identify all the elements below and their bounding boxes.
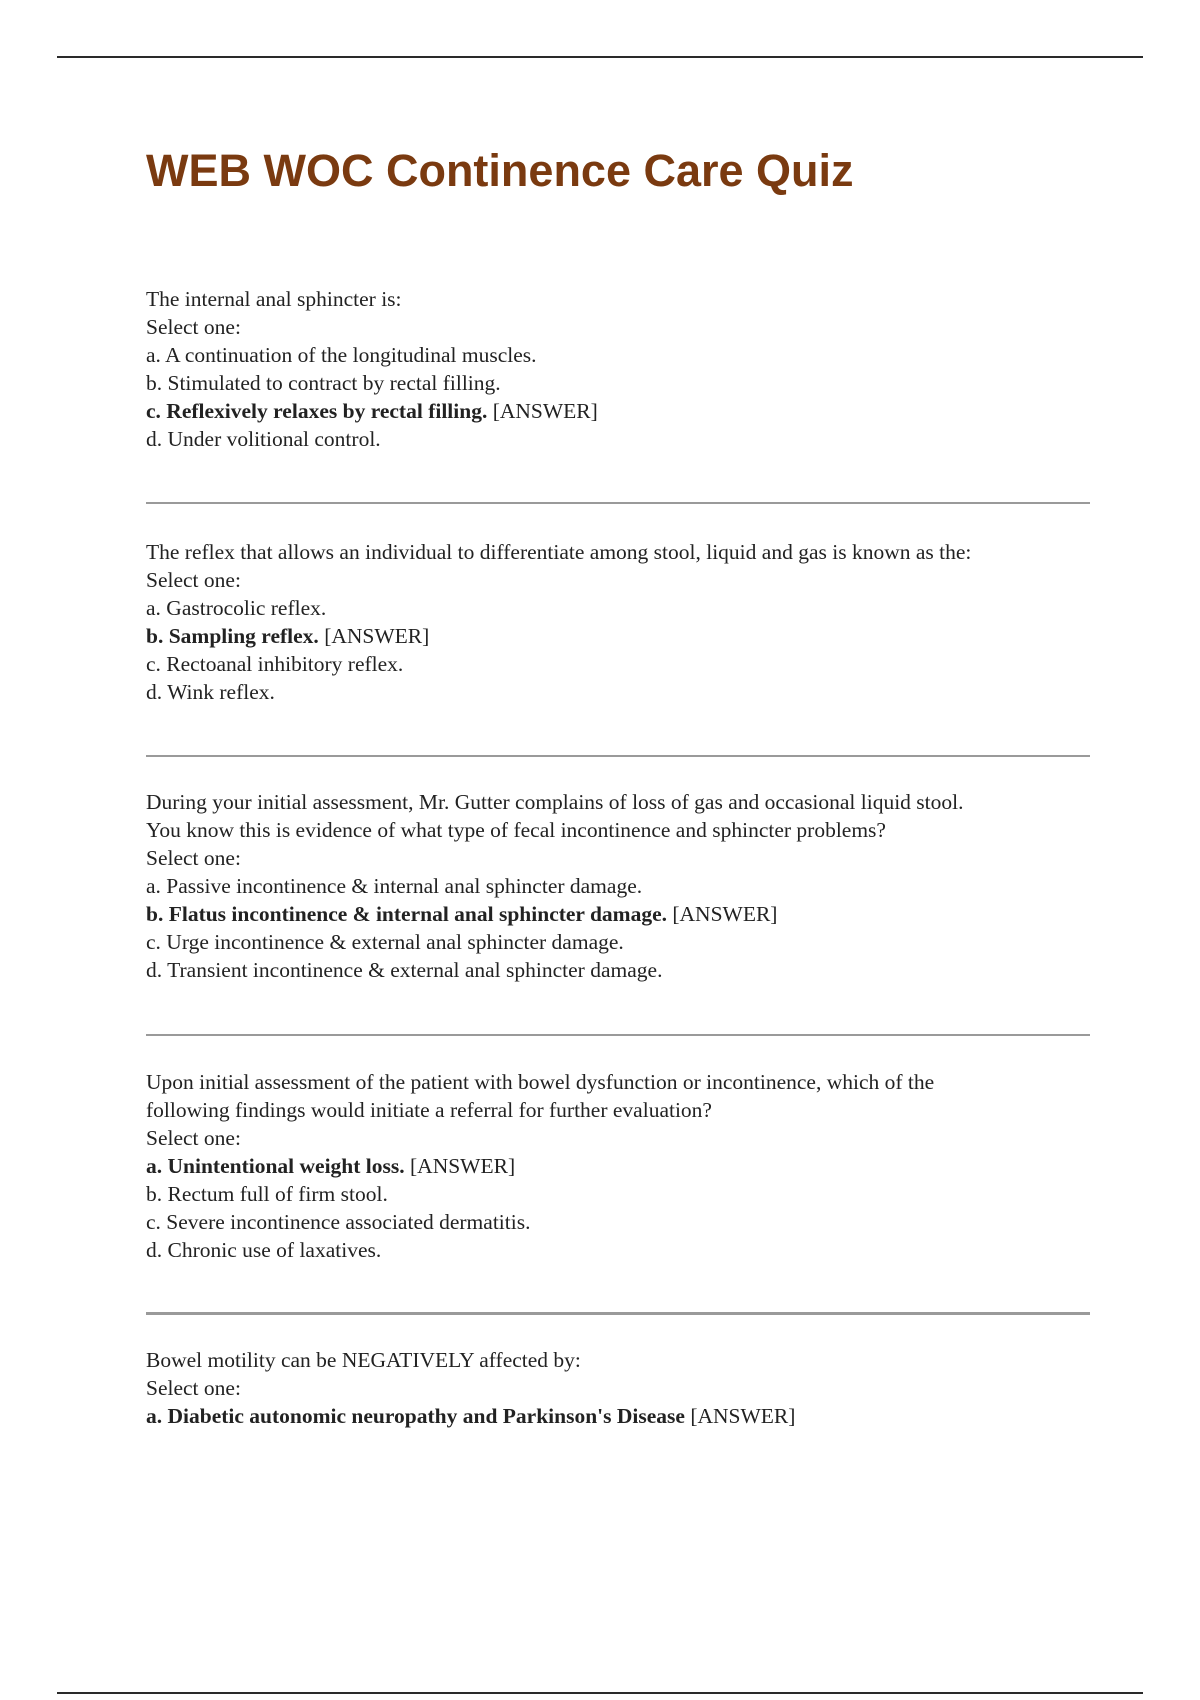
option-b-answer <box>146 622 1090 650</box>
option-a: a. Passive incontinence & internal anal sphincter damage. <box>146 874 643 898</box>
correct-answer-text: a. Diabetic autonomic neuropathy and Parkinson's Disease <box>146 1404 685 1428</box>
select-one-label: Select one: <box>146 846 241 870</box>
option-c: c. Urge incontinence & external anal sphincter damage. <box>146 930 624 954</box>
question-prompt-line-1: During your initial assessment, Mr. Gutter complains of loss of gas and occasional liquid stool. <box>146 790 964 814</box>
question-3 <box>146 788 1090 984</box>
question-divider <box>146 502 1090 504</box>
answer-tag: [ANSWER] <box>492 399 598 423</box>
option-d: d. Under volitional control. <box>146 427 381 451</box>
option-a-answer <box>146 1402 1090 1430</box>
question-prompt-line-2: You know this is evidence of what type of fecal incontinence and sphincter problems? <box>146 818 886 842</box>
option-d: d. Wink reflex. <box>146 680 275 704</box>
question-prompt: Bowel motility can be NEGATIVELY affected by: <box>146 1348 581 1372</box>
correct-answer-text: b. Flatus incontinence & internal anal sphincter damage. <box>146 902 667 926</box>
correct-answer-text: c. Reflexively relaxes by rectal filling. <box>146 399 488 423</box>
question-prompt: The reflex that allows an individual to differentiate among stool, liquid and gas is known as the: <box>146 540 972 564</box>
option-a-answer <box>146 1152 1090 1180</box>
option-b-answer <box>146 900 1090 928</box>
question-divider <box>146 755 1090 757</box>
option-c-answer <box>146 397 1090 425</box>
option-c: c. Rectoanal inhibitory reflex. <box>146 652 404 676</box>
option-d: d. Transient incontinence & external anal sphincter damage. <box>146 958 663 982</box>
question-prompt-line-2: following findings would initiate a referral for further evaluation? <box>146 1098 712 1122</box>
answer-tag: [ANSWER] <box>672 902 778 926</box>
option-a: a. Gastrocolic reflex. <box>146 596 327 620</box>
select-one-label: Select one: <box>146 1126 241 1150</box>
answer-tag: [ANSWER] <box>690 1404 796 1428</box>
question-4 <box>146 1068 1090 1264</box>
option-d: d. Chronic use of laxatives. <box>146 1238 382 1262</box>
question-2 <box>146 538 1090 706</box>
option-b: b. Stimulated to contract by rectal filling. <box>146 371 501 395</box>
option-a: a. A continuation of the longitudinal muscles. <box>146 343 537 367</box>
correct-answer-text: b. Sampling reflex. <box>146 624 319 648</box>
answer-tag: [ANSWER] <box>410 1154 516 1178</box>
page-title: WEB WOC Continence Care Quiz <box>146 145 854 196</box>
question-divider <box>146 1312 1090 1315</box>
question-1 <box>146 285 1090 453</box>
page-top-rule <box>57 56 1143 58</box>
question-5 <box>146 1346 1090 1430</box>
select-one-label: Select one: <box>146 315 241 339</box>
page-bottom-rule <box>57 1692 1143 1694</box>
question-prompt-line-1: Upon initial assessment of the patient with bowel dysfunction or incontinence, which of the <box>146 1070 935 1094</box>
answer-tag: [ANSWER] <box>324 624 430 648</box>
question-divider <box>146 1034 1090 1036</box>
option-c: c. Severe incontinence associated dermatitis. <box>146 1210 531 1234</box>
correct-answer-text: a. Unintentional weight loss. <box>146 1154 405 1178</box>
select-one-label: Select one: <box>146 568 241 592</box>
select-one-label: Select one: <box>146 1376 241 1400</box>
question-prompt: The internal anal sphincter is: <box>146 287 402 311</box>
option-b: b. Rectum full of firm stool. <box>146 1182 388 1206</box>
